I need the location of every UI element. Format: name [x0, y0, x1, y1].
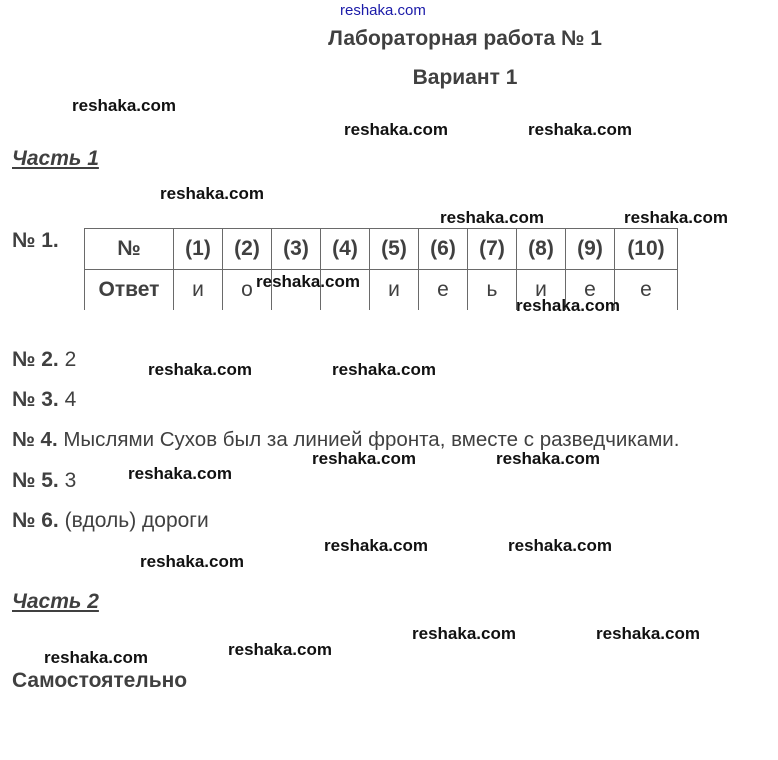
- watermark: reshaka.com: [440, 208, 544, 227]
- watermark: reshaka.com: [412, 624, 516, 643]
- answer-number: № 3.: [12, 388, 59, 411]
- answer-cell: и: [174, 270, 223, 311]
- watermark: reshaka.com: [324, 536, 428, 555]
- watermark: reshaka.com: [312, 449, 416, 468]
- header-cell: (5): [370, 229, 419, 270]
- watermark: reshaka.com: [624, 208, 728, 227]
- answer-cell: и: [517, 270, 566, 311]
- answer-cell: е: [566, 270, 615, 311]
- header-cell: (9): [566, 229, 615, 270]
- watermark: reshaka.com: [148, 360, 252, 379]
- watermark: reshaka.com: [72, 96, 176, 115]
- answer-number: № 5.: [12, 469, 59, 492]
- header-cell: (8): [517, 229, 566, 270]
- answer-text: 2: [64, 348, 77, 371]
- watermark: reshaka.com: [528, 120, 632, 139]
- answer-cell: е: [419, 270, 468, 311]
- header-cell: (3): [272, 229, 321, 270]
- answer-cell: ь: [468, 270, 517, 311]
- answer-line-6: [12, 509, 209, 533]
- page-title: Лабораторная работа № 1: [328, 27, 602, 50]
- answer-label-cell: Ответ: [85, 270, 174, 311]
- answer-line-3: [12, 388, 76, 412]
- answer-number: № 2.: [12, 348, 59, 371]
- variant-heading: Вариант 1: [412, 66, 518, 89]
- watermark: reshaka.com: [128, 464, 232, 483]
- answer-number: № 4.: [12, 428, 58, 451]
- watermark: reshaka.com: [516, 296, 620, 315]
- question-1-label: № 1.: [12, 229, 59, 252]
- answer-line-2: [12, 348, 76, 372]
- header-cell: (4): [321, 229, 370, 270]
- watermark: reshaka.com: [496, 449, 600, 468]
- header-cell: (2): [223, 229, 272, 270]
- top-watermark: reshaka.com: [340, 2, 426, 19]
- header-label-cell: №: [85, 229, 174, 270]
- answer-text: Мыслями Сухов был за линией фронта, вместе с разведчиками.: [63, 428, 680, 451]
- watermark: reshaka.com: [332, 360, 436, 379]
- watermark: reshaka.com: [256, 272, 360, 291]
- answer-text: 3: [64, 469, 77, 492]
- final-text: Самостоятельно: [12, 669, 188, 692]
- watermark: reshaka.com: [228, 640, 332, 659]
- answer-line-5: [12, 469, 76, 493]
- watermark: reshaka.com: [44, 648, 148, 667]
- answer-cell: и: [370, 270, 419, 311]
- watermark: reshaka.com: [140, 552, 244, 571]
- part-1-heading: Часть 1: [12, 147, 99, 170]
- header-cell: (10): [615, 229, 678, 270]
- watermark: reshaka.com: [508, 536, 612, 555]
- answer-number: № 6.: [12, 509, 59, 532]
- part-2-heading: Часть 2: [12, 590, 99, 613]
- answer-cell: о: [223, 270, 272, 311]
- header-cell: (7): [468, 229, 517, 270]
- answer-text: (вдоль) дороги: [64, 509, 209, 532]
- answer-cell: е: [615, 270, 678, 311]
- header-cell: (1): [174, 229, 223, 270]
- watermark: reshaka.com: [160, 184, 264, 203]
- watermark: reshaka.com: [344, 120, 448, 139]
- header-cell: (6): [419, 229, 468, 270]
- watermark: reshaka.com: [596, 624, 700, 643]
- answer-text: 4: [64, 388, 77, 411]
- table-header-row: [85, 229, 678, 270]
